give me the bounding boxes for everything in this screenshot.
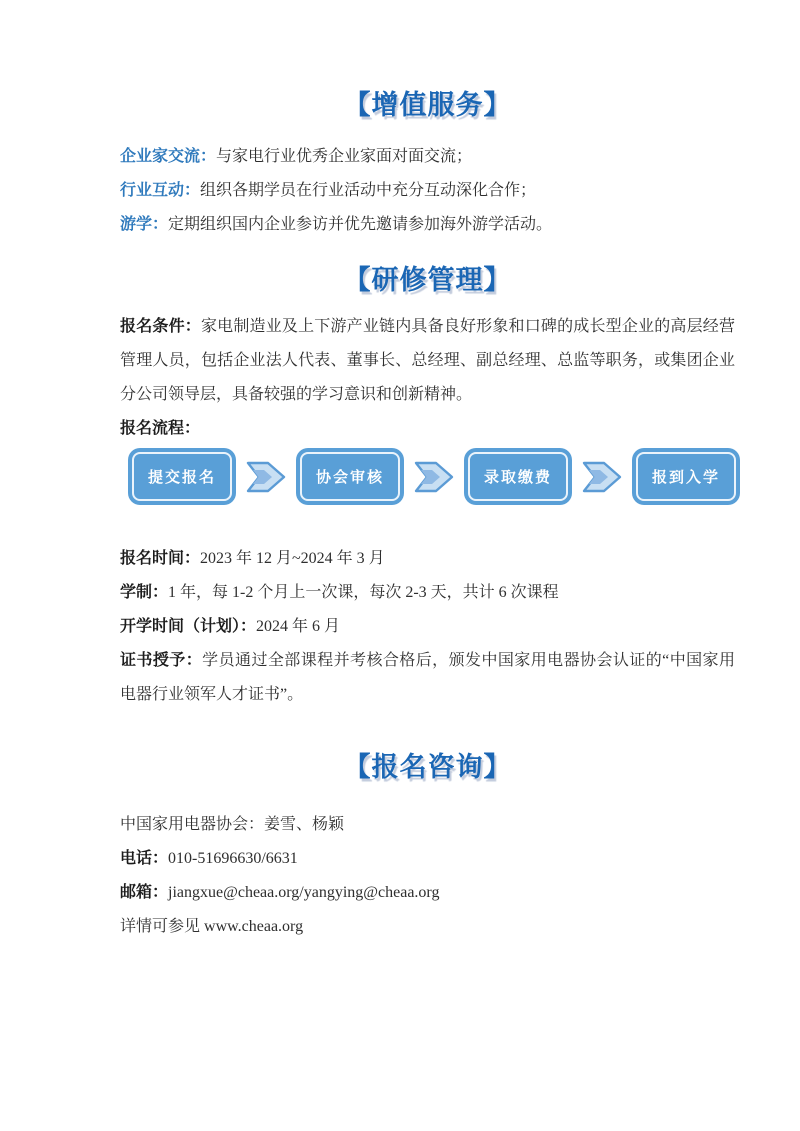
flow-arrow-icon: [414, 461, 454, 493]
conditions-paragraph: [120, 310, 735, 412]
detail-row: [120, 576, 735, 610]
flow-step-box: [128, 448, 236, 505]
item-label: 企业家交流：: [120, 148, 217, 165]
flow-step-label: 录取缴费: [468, 452, 568, 501]
contact-info: [120, 808, 735, 944]
detail-text: 2024 年 6 月: [256, 618, 341, 635]
conditions-label: 报名条件：: [120, 318, 201, 335]
flow-step-label: 提交报名: [132, 452, 232, 501]
flow-step-box: [632, 448, 740, 505]
value-added-list: [120, 140, 735, 242]
contact-label: 详情可参见: [120, 918, 205, 935]
flow-step-label: 协会审核: [300, 452, 400, 501]
training-details: [120, 542, 735, 712]
item-text: 与家电行业优秀企业家面对面交流；: [216, 148, 473, 165]
detail-row: [120, 610, 735, 644]
contact-label: 中国家用电器协会：: [120, 816, 265, 833]
contact-label: 电话：: [120, 850, 169, 867]
section-title-training: 【研修管理】: [343, 265, 512, 295]
flow-diagram: [128, 448, 740, 505]
contact-text: www.cheaa.org: [204, 918, 304, 935]
flow-arrow-icon: [246, 461, 286, 493]
section-title-value-added: 【增值服务】: [343, 90, 512, 120]
value-added-item: [120, 140, 735, 174]
flow-step-box: [296, 448, 404, 505]
contact-row: [120, 910, 735, 944]
detail-label: 学制：: [120, 584, 169, 601]
detail-text: 2023 年 12 月~2024 年 3 月: [200, 550, 385, 567]
detail-text: 1 年，每 1-2 个月上一次课，每次 2-3 天，共计 6 次课程: [168, 584, 559, 601]
process-label: 报名流程：: [120, 420, 201, 437]
contact-row: [120, 808, 735, 842]
flow-step-label: 报到入学: [636, 452, 736, 501]
contact-text: 姜雪、杨颖: [264, 816, 345, 833]
value-added-item: [120, 208, 735, 242]
flow-step-box: [464, 448, 572, 505]
item-label: 游学：: [120, 216, 169, 233]
detail-label: 证书授予：: [120, 652, 203, 669]
detail-label: 报名时间：: [120, 550, 201, 567]
contact-row: [120, 876, 735, 910]
contact-label: 邮箱：: [120, 884, 169, 901]
detail-row: [120, 542, 735, 576]
detail-text: 学员通过全部课程并考核合格后，颁发中国家用电器协会认证的“中国家用电器行业领军人才证书”。: [120, 652, 735, 703]
contact-row: [120, 842, 735, 876]
section-title-consult: 【报名咨询】: [343, 752, 512, 782]
detail-label: 开学时间（计划）：: [120, 618, 257, 635]
detail-row: [120, 644, 735, 712]
contact-text: jiangxue@cheaa.org/yangying@cheaa.org: [168, 884, 440, 901]
contact-text: 010-51696630/6631: [168, 850, 298, 867]
item-text: 组织各期学员在行业活动中充分互动深化合作；: [200, 182, 537, 199]
item-text: 定期组织国内企业参访并优先邀请参加海外游学活动。: [168, 216, 553, 233]
item-label: 行业互动：: [120, 182, 201, 199]
value-added-item: [120, 174, 735, 208]
flow-arrow-icon: [582, 461, 622, 493]
conditions-text: 家电制造业及上下游产业链内具备良好形象和口碑的成长型企业的高层经营管理人员，包括企业法人代表、董事长、总经理、副总经理、总监等职务，或集团企业分公司领导层，具备较强的学习意识和创新精神。: [120, 318, 735, 403]
